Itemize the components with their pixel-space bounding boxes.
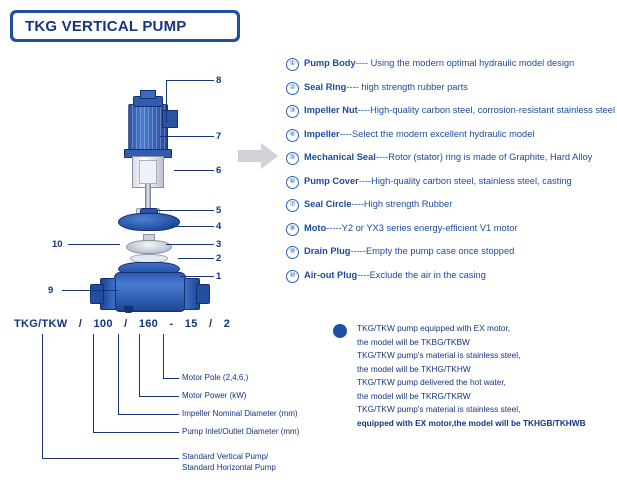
legend-number-icon: ② [286,82,299,95]
code-note-impeller: Impeller Nominal Diameter (mm) [182,409,298,418]
callout-9: 9 [48,285,54,296]
legend-part-name: Pump Body [304,58,356,68]
parts-legend-list [286,58,616,293]
variant-note-line: the model will be TKRG/TKRW [357,390,471,401]
model-sep-1: / [78,318,83,330]
code-hline-power [139,396,179,397]
variant-note-line: the model will be TKBG/TKBW [357,336,470,347]
legend-number-icon: ⑩ [286,270,299,283]
legend-part-name: Drain Plug [304,246,351,256]
legend-part-desc: ----Exclude the air in the casing [357,269,486,280]
shaft-shape [145,184,151,210]
code-note-power: Motor Power (kW) [182,391,247,400]
legend-part-name: Impeller [304,128,340,139]
variant-note-line: TKG/TKW pump's material is stainless steel, [357,404,521,414]
drain-plug-shape [124,306,133,313]
motor-cap-shape [140,90,156,99]
legend-part-desc: -----Empty the pump case once stopped [350,246,515,256]
model-prefix: TKG/TKW [14,318,68,330]
title-banner [10,10,240,42]
code-vline-inlet [93,334,94,432]
list-item [286,223,611,236]
legend-number-icon: ⑦ [286,199,299,212]
model-seg-2: 160 [138,318,159,330]
arrow-stem [238,150,262,162]
arrow-head [261,143,278,169]
variant-note-line: TKG/TKW pump delivered the hot water, [357,377,506,387]
lantern-window-shape [139,160,157,184]
model-code-line [14,318,230,330]
legend-part-name: Seal Circle [304,199,352,209]
legend-part-name: Mechanical Seal [304,152,376,162]
legend-part-desc: ---- Using the modern optimal hydraulic model design [355,58,575,68]
page-title: TKG VERTICAL PUMP [25,17,187,35]
outlet-pipe-shape [196,284,210,304]
callout-4: 4 [216,221,222,232]
model-sep-4: / [209,318,213,330]
leader-line-7 [160,136,214,137]
legend-part-name: Air-out Plug [304,269,358,280]
legend-number-icon: ⑧ [286,223,299,236]
legend-part-desc: -----Y2 or YX3 series energy-efficient V1 motor [326,222,518,233]
legend-number-icon: ④ [286,129,299,142]
code-note-inlet: Pump Inlet/Outlet Diameter (mm) [182,427,300,436]
legend-part-desc: ----High-quality carbon steel, corrosion-resistant stainless steel [357,105,616,115]
legend-number-icon: ③ [286,105,299,118]
list-item [286,152,611,165]
code-hline-pole [163,378,179,379]
code-hline-inlet [93,432,179,433]
leader-v-8 [166,80,167,122]
model-code-diagram [14,318,344,493]
callout-5: 5 [216,205,222,216]
code-note-pole: Motor Pole (2,4,6,) [182,373,249,382]
model-sep-3: - [169,318,174,330]
code-hline-type [42,458,179,459]
impeller-shape [126,240,172,254]
leader-line-10 [68,244,120,245]
title-banner-inner [13,13,237,39]
callout-7: 7 [216,131,222,142]
leader-line-3 [166,244,214,245]
code-vline-type [42,334,43,458]
legend-part-desc: ----Rotor (stator) ring is made of Graphite, Hard Alloy [375,152,593,162]
model-sep-2: / [124,318,128,330]
leader-line-6 [174,170,214,171]
legend-part-name: Pump Cover [304,175,359,186]
model-seg-4: 2 [223,318,231,330]
model-variant-notes [333,322,613,430]
legend-part-desc: ----High-quality carbon steel, stainless steel, casting [358,175,572,186]
legend-number-icon: ⑨ [286,246,299,259]
model-seg-3: 15 [184,318,198,330]
callout-8: 8 [216,75,222,86]
list-item [286,129,611,142]
motor-fins-shape [128,104,166,150]
pump-cover-shape [118,213,180,231]
code-hline-impeller [118,414,179,415]
legend-part-name: Seal Ring [304,81,347,92]
legend-part-desc: ---- high strength rubber parts [346,81,468,92]
bullet-dot-icon [333,324,347,338]
leader-line-1 [180,276,214,277]
arrow-right-icon [238,143,278,169]
list-item [286,246,611,259]
list-item [286,58,611,71]
leader-line-8 [166,80,214,81]
code-note-type-1: Standard Vertical Pump/ [182,452,269,461]
list-item [286,176,611,189]
code-vline-pole [163,334,164,378]
code-vline-impeller [118,334,119,414]
leader-line-2 [178,258,214,259]
legend-number-icon: ⑥ [286,176,299,189]
inlet-pipe-shape [90,284,104,304]
pump-illustration [40,48,250,298]
leader-line-5 [158,210,214,211]
variant-note-line: TKG/TKW pump's material is stainless steel, [357,350,521,360]
code-vline-power [139,334,140,396]
list-item [286,270,611,283]
leader-line-9 [62,290,118,291]
code-note-type-2: Standard Horizontal Pump [182,463,276,472]
legend-number-icon: ⑤ [286,152,299,165]
legend-part-desc: ----High strength Rubber [351,199,453,209]
callout-6: 6 [216,165,222,176]
legend-part-name: Moto [304,222,327,233]
motor-terminal-box-shape [162,110,178,128]
callout-1: 1 [216,271,222,282]
list-item [286,105,616,118]
legend-part-name: Impeller Nut [304,105,358,115]
model-seg-1: 100 [93,318,113,330]
variant-note-line: equipped with EX motor,the model will be TKHGB/TKHWB [357,417,586,428]
list-item [286,82,611,95]
list-item [286,199,611,212]
variant-note-line: TKG/TKW pump equipped with EX motor, [357,323,511,333]
callout-10: 10 [52,239,63,250]
callout-3: 3 [216,239,222,250]
variant-note-line: the model will be TKHG/TKHW [357,363,471,374]
legend-part-desc: ----Select the modern excellent hydraulic model [339,128,535,139]
legend-number-icon: ① [286,58,299,71]
callout-2: 2 [216,253,222,264]
leader-line-4 [168,226,214,227]
